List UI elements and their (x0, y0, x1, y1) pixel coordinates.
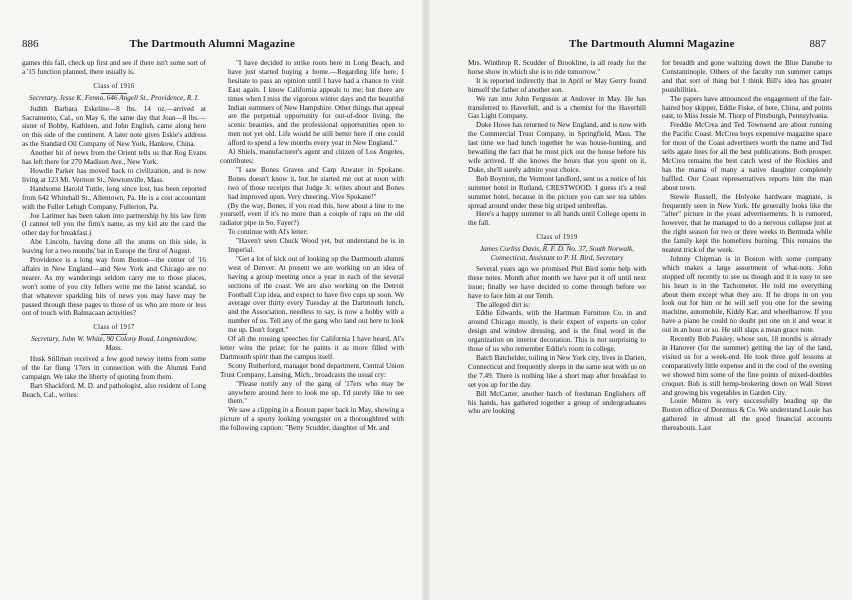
paragraph: Of all the rousing speeches for California I have heard, Al's letter wins the prize; for he paints it as more filled with Dartmouth spirit than the campus itself. (220, 335, 404, 361)
paragraph: Several years ago we promised Phil Bird some help with these notes. Month after month we have put it off until next issue; finally we have decided to come through before we have to face him at our Tenth. (468, 264, 646, 300)
paragraph: Bart Shackford, M. D. and pathologist, also resident of Long Beach, Cal., writes: (22, 381, 206, 399)
left-column-2 (220, 59, 404, 433)
secretary-line: Secretary, John W. White, 90 Colony Road, Longmeadow, Mass. (31, 335, 197, 353)
left-column-1 (22, 59, 206, 400)
paragraph: Another bit of news from the Orient tells us that Rog Evans has left there for 270 Madison Ave., New York. (22, 149, 206, 167)
page-number: 886 (22, 38, 39, 50)
paragraph: Johnny Chipman is in Boston with some company which makes a large assortment of what-nots. John stopped off recently to see us though and it is easy to see his heart is in the Tachometer. He told me everything about them except what they are. If he drops in on you look out for him or he will sell you one for the sewing machine, automobile, Kiddy Kar, and wheelbarrow. If you have a piano he could no doubt put one on it and wear it out in an hour or so. He still slaps a mean grace note. (662, 254, 832, 335)
paragraph: Bill McCarter, another batch of freshman Englishers off his hands, has gathered together a group of undergraduates who are looking (468, 389, 646, 416)
paragraph: "Haven't seen Chuck Wood yet, but understand he is in Imperial. (228, 237, 404, 255)
paragraph: (By the way, Bones, if you read this, how about a line to me yourself, even if it's no more than a couple of raps on the old radiator pipe in So. Fayer?) (220, 201, 404, 228)
paragraph: To continue with Al's letter: (228, 228, 308, 237)
paragraph: The alleged dirt is: (476, 300, 531, 309)
paragraph: Stewie Russell, the Holyoke hardware magnate, is frequently seen in New York. He generally looks like the "after" picture in the yeast advertisements. It is rumored, however, that he managed to do a nervous collapse just at the right season for two or three weeks in Bermuda while the family kept the homefires burning. This remains the neatest trick of the week. (662, 192, 832, 255)
paragraph: "I have decided to strike roots here in Long Beach, and have just started buying a home.—Regarding life here, I hesitate to pass an opinion until I have had a chance to visit East again. I know California appeals to me; but there are times when I miss the vigorous winter days and the beautiful Indian summers of New Hampshire. Other things that appeal are the perpetual opportunity for out-of-door living, the scenic beauties, and the professional opportunities open to men not yet old. Life would be still better here if one could afford to spend a few months every year in New England." (228, 59, 404, 148)
paragraph: "Get a lot of kick out of looking up the Dartmouth alumni west of Denver. At present we are working on an idea of having a group meeting once a year in each of the several sections of the coast. We are also working on the Detroit Football Cup idea, and expect to have five cups up soon. We average over thirty every Tuesday at the Dartmouth lunch, and the Association, needless to say, is now a hobby with a number of us. Tell any of the gang who land out here to look me up. Don't forget." (228, 254, 404, 335)
paragraph: It is reported indirectly that in April or May Gerry found himself the father of another son. (468, 76, 646, 94)
class-heading: Class of 1917 (22, 324, 206, 335)
right-page-header (478, 38, 826, 50)
paragraph: Howdie Parker has moved back to civilization, and is now living at 123 Mt. Vermon St., Newtonville, Mass. (22, 166, 206, 184)
paragraph: "I saw Bones Graves and Carp Atwater in Spokane. Bones doesn't know it, but he started me out at noon with two of those receipts that Judge Jr. writes about and Bones had improved upon. Very cheering. Vive Spokane!" (228, 165, 404, 201)
running-title: The Dartmouth Alumni Magazine (568, 38, 735, 50)
left-page-header (22, 38, 402, 50)
secretary-line: Secretary, Jesse K. Fenno, 646 Angell St., Providence, R. I. (29, 93, 199, 102)
right-column-1 (468, 59, 646, 416)
paragraph: Freddie McCrea and Ted Townsend are about running the Pacific Coast. McCrea boys expensive magazine space for most of the Coast advertisers worth the name and Ted sells agate lines for all the best publications. Both prosper. McCrea remains the best catch west of the Rockies and has the mama of many a native daughter completely baffled. Our Coast representatives reports him the man about town. (662, 121, 832, 192)
paragraph: Abe Lincoln, having done all the stunts on this side, is leaving for a two months' bat in Europe the first of August. (22, 238, 206, 256)
paragraph: games this fall, check up first and see if there isn't some sort of a '15 function planned, there usually is. (22, 59, 206, 76)
paragraph: Mrs. Winthrop R. Scudder of Brookline, is all ready for the horse show in which she is to ride tomorrow." (468, 59, 646, 76)
paragraph: Batch Batchelder, toiling in New York city, lives in Darien, Connecticut and frequently sleeps in the same seat with us on the 7.49. There is nothing like a short map after breakfast to set you up for the day. (468, 354, 646, 389)
page-number: 887 (809, 38, 826, 50)
class-heading: Class of 1916 (22, 83, 206, 94)
paragraph: We ran into John Ferguson at Andover in May. He has transferred to Haverhill, and is a chemist for the Haverhill Gas Light Company. (468, 94, 646, 121)
page-gutter (422, 0, 430, 600)
paragraph: Bob Boynton, the Vermont landlord, sent us a notice of his summer hotel in Rutland, CRESTWOOD. I guess it's a real summer hotel, because in the picture you can see tea tables spread around under these big striped umbrellas. (468, 174, 646, 210)
right-column-2 (662, 59, 832, 433)
class-heading: Class of 1919 (468, 234, 646, 245)
paragraph: Handsome Harold Tuttle, long since lost, has been reported from 642 Whitehall St., Allentown, Pa. He is a cost accountant with the Fuller Lehigh Company, Fullerton, Pa. (22, 184, 206, 211)
paragraph: Judith Barbara Eskeline—8 lbs. 14 oz.—arrived at Sacramento, Cal., on May 6, the same day that Joan—8 lbs.—sister of Bobby, Kathleen, and John English, came along here on this side of the continent. A later note gives Eskie's address as the Standard Oil Company of New York, Hankow, China. (22, 104, 206, 149)
paragraph: Scotty Rutherford, manager bond department, Central Union Trust Company, Lansing, Mich., broadcasts the usual cry: (220, 361, 404, 379)
paragraph: for breadth and gone waltzing down the Blue Danube to Constantinople. Others of the faculty run summer camps and that sort of thing but I think Bill's idea has greater possibilities. (662, 59, 832, 94)
paragraph: Duke Howe has returned to New England, and is now with the Commercial Trust Company, in Springfield, Mass. The last time we had lunch together he was house-hunting, and bewailing the fact that he must pick out the house before his wife arrived. If she knows the hours that you spent on it, Duke, she'll surely admire your choice. (468, 121, 646, 174)
paragraph: Husk Stillman received a few good newsy items from some of the far flung '17ers in connection with the Alumni Fund campaign. We take the liberty of quoting from them. (22, 355, 206, 381)
paragraph: Recently Bob Paisley, whose son, 18 months is already in Hanover (for the summer) getting the lay of the land, visited us for a week-end. He took three golf lessons at comparatively little expense and in the cool of the evening we showed him some of the fine points of mixed-doubles croquet. Bob is still hemp-brokering down on Wall Street and growing his vegetables in Garden City. (662, 335, 832, 397)
paragraph: Providence is a long way from Boston—the center of '16 affairs in New England—and New York and Chicago are no nearer. As my wanderings seldom carry me to those places, won't some of you city fellers write me the latest scandal, so that whatever sparkling bits of news you may have may be passed through these pages to those of us who are more or less out of touch with Balmacaan activities? (22, 256, 206, 318)
paragraph: Joe Larimer has been taken into partnership by his law firm (I cannot tell you the firm's name, as my kid ate the card the other day for breakfast.) (22, 211, 206, 238)
paragraph: The papers have announced the engagement of the fair-haired boy skipper, Eddie Fiske, of here, China, and points east, to Miss Jessie M. Thorp of Pittsburgh, Pennsylvania. (662, 94, 832, 121)
paragraph: Eddie Edwards, with the Hartman Furniture Co. in and around Chicago mostly, is their expert of experts on color design and window dressing, and is the final word in the organization on interior decoration. This is not surprising to those of us who remember Eddie's room in college. (468, 309, 646, 354)
paragraph: Al Shiels, manufacturer's agent and citizen of Los Angeles, contributes: (220, 148, 404, 165)
secretary-line: James Corliss Davis, R. F. D. No. 37, South Norwalk, Connecticut, Assistant to P. H. Bird, Secretary (479, 245, 634, 263)
paragraph: Here's a happy summer to all hands until College opens in the fall. (468, 210, 646, 228)
running-title: The Dartmouth Alumni Magazine (129, 38, 296, 50)
right-page (426, 0, 852, 600)
paragraph: We saw a clipping in a Boston paper back in May, showing a picture of a sporty looking youngster on a thoroughbred with the following caption: "Betty Scudder, daughter of Mr. and (220, 406, 404, 433)
paragraph: Louie Munro is very successfully heading up the Boston office of Doremus & Co. We understand Louie has gathered in almost all the good financial accounts thereabouts. Last (662, 397, 832, 433)
paragraph: "Please notify any of the gang of '17ers who may be anywhere around here to look me up. I'd surely like to see them." (228, 379, 404, 406)
